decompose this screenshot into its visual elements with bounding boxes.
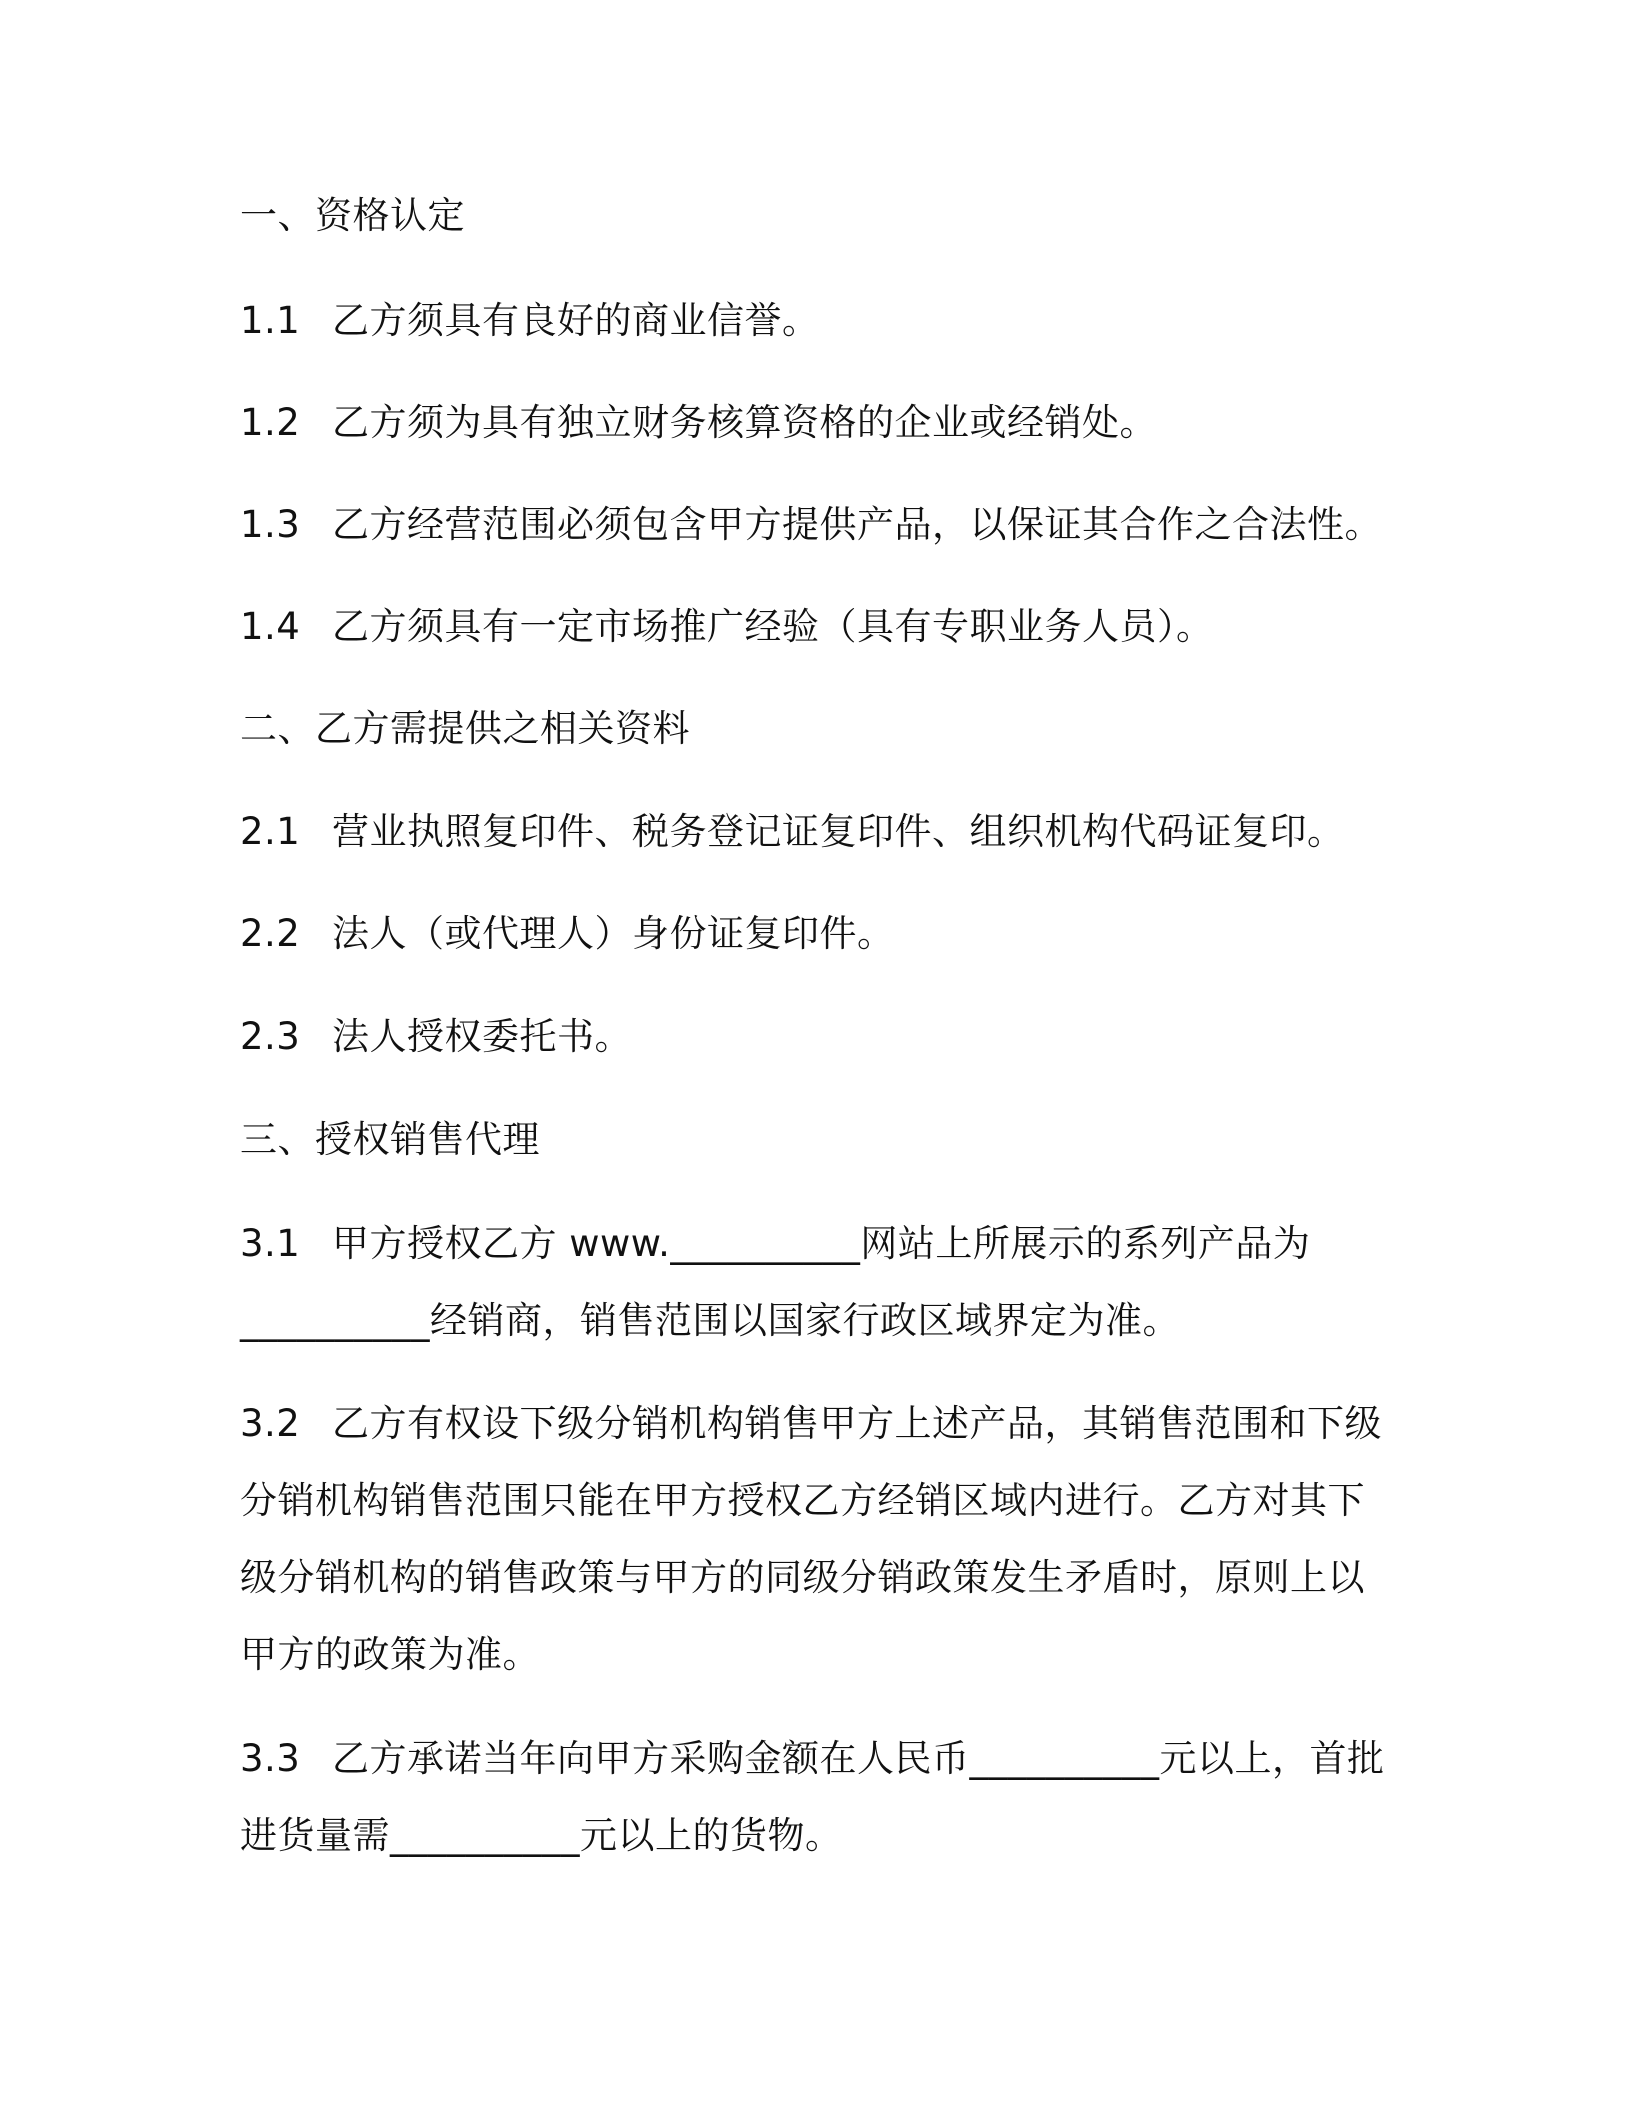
- clause-3-2-line-3: 级分销机构的销售政策与甲方的同级分销政策发生矛盾时，原则上以: [240, 1556, 1365, 1599]
- section-heading-3: 三、授权销售代理: [240, 1118, 540, 1161]
- clause-2-2: [240, 910, 895, 958]
- clause-text: 乙方须具有一定市场推广经验（具有专职业务人员）。: [332, 605, 1214, 648]
- clause-3-3-line-2: 进货量需__________元以上的货物。: [240, 1814, 843, 1857]
- section-heading-1: 一、资格认定: [240, 194, 465, 237]
- clause-number: 1.1: [240, 299, 301, 342]
- clause-text: 乙方有权设下级分销机构销售甲方上述产品，其销售范围和下级: [332, 1402, 1382, 1445]
- clause-1-3: [240, 501, 1382, 549]
- section-heading-2: 二、乙方需提供之相关资料: [240, 707, 690, 750]
- clause-2-3: [240, 1013, 632, 1061]
- clause-number: 1.4: [240, 605, 301, 648]
- clause-3-2-line-1: [240, 1400, 1382, 1448]
- clause-2-1: [240, 808, 1345, 856]
- clause-text: 乙方承诺当年向甲方采购金额在人民币__________元以上，首批: [332, 1737, 1385, 1780]
- clause-number: 2.2: [240, 912, 301, 955]
- clause-1-2: [240, 399, 1157, 447]
- clause-number: 2.1: [240, 810, 301, 853]
- clause-3-2-line-4: 甲方的政策为准。: [240, 1633, 540, 1676]
- clause-text: 营业执照复印件、税务登记证复印件、组织机构代码证复印。: [332, 810, 1345, 853]
- clause-number: 1.2: [240, 401, 301, 444]
- clause-number: 3.2: [240, 1402, 301, 1445]
- clause-number: 1.3: [240, 503, 301, 546]
- clause-text: 甲方授权乙方 www.__________网站上所展示的系列产品为: [332, 1222, 1311, 1265]
- clause-3-2-line-2: 分销机构销售范围只能在甲方授权乙方经销区域内进行。乙方对其下: [240, 1479, 1365, 1522]
- clause-3-3-line-1: [240, 1735, 1385, 1783]
- clause-text: 乙方须具有良好的商业信誉。: [332, 299, 820, 342]
- clause-number: 3.1: [240, 1222, 301, 1265]
- clause-number: 3.3: [240, 1737, 301, 1780]
- clause-text: 乙方须为具有独立财务核算资格的企业或经销处。: [332, 401, 1157, 444]
- clause-1-4: [240, 603, 1214, 651]
- clause-3-1-line-1: [240, 1220, 1310, 1268]
- clause-3-1-line-2: __________经销商，销售范围以国家行政区域界定为准。: [240, 1299, 1180, 1342]
- clause-1-1: [240, 297, 820, 345]
- clause-text: 乙方经营范围必须包含甲方提供产品，以保证其合作之合法性。: [332, 503, 1382, 546]
- clause-text: 法人（或代理人）身份证复印件。: [332, 912, 895, 955]
- clause-text: 法人授权委托书。: [332, 1015, 632, 1058]
- clause-number: 2.3: [240, 1015, 301, 1058]
